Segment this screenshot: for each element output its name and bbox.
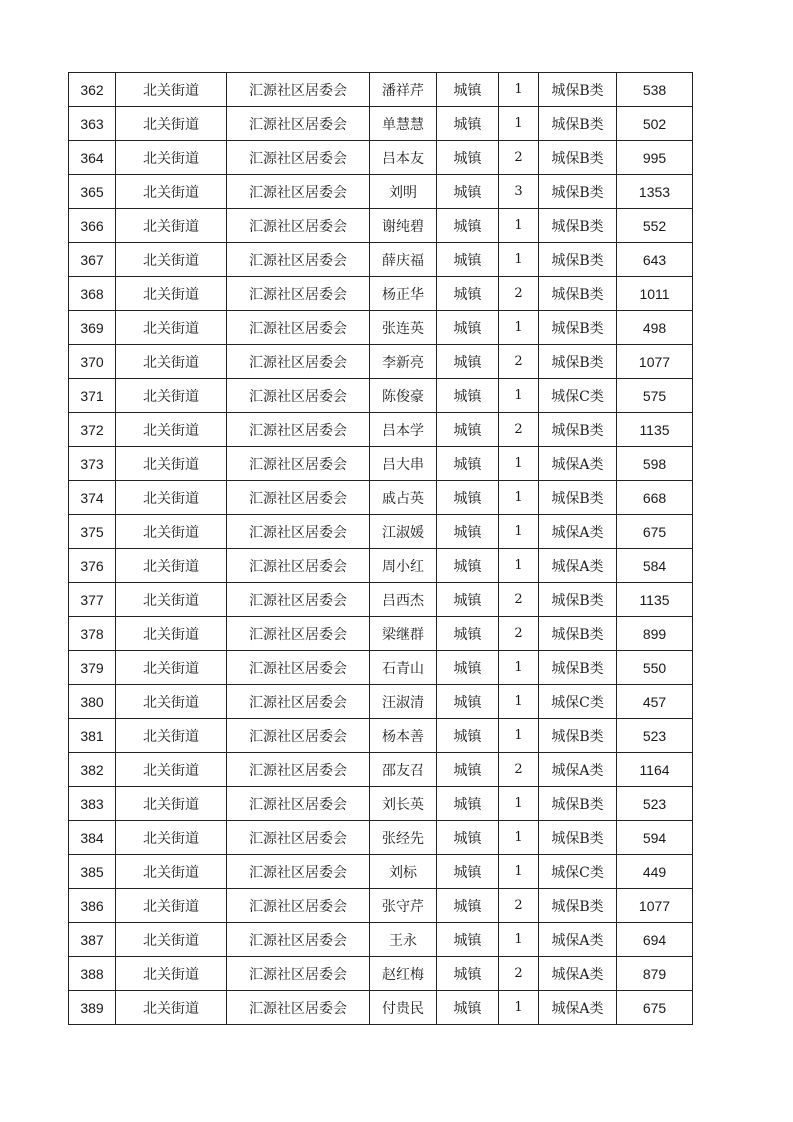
street-cell: 北关街道 (116, 991, 227, 1025)
household-count-cell: 2 (499, 753, 539, 787)
household-count-cell: 1 (499, 549, 539, 583)
area-cell: 城镇 (437, 243, 499, 277)
assistance-type-cell: 城保B类 (539, 175, 617, 209)
assistance-type-cell: 城保B类 (539, 719, 617, 753)
area-cell: 城镇 (437, 549, 499, 583)
row-number-cell: 386 (69, 889, 116, 923)
household-count-cell: 1 (499, 243, 539, 277)
community-cell: 汇源社区居委会 (227, 243, 370, 277)
row-number-cell: 368 (69, 277, 116, 311)
amount-cell: 538 (617, 73, 693, 107)
household-count-cell: 3 (499, 175, 539, 209)
street-cell: 北关街道 (116, 583, 227, 617)
area-cell: 城镇 (437, 991, 499, 1025)
household-count-cell: 1 (499, 379, 539, 413)
name-cell: 石青山 (370, 651, 437, 685)
name-cell: 吕本学 (370, 413, 437, 447)
table-row (69, 73, 693, 107)
street-cell: 北关街道 (116, 889, 227, 923)
row-number-cell: 384 (69, 821, 116, 855)
table-row (69, 413, 693, 447)
household-count-cell: 1 (499, 923, 539, 957)
name-cell: 张守芹 (370, 889, 437, 923)
household-count-cell: 1 (499, 481, 539, 515)
amount-cell: 594 (617, 821, 693, 855)
community-cell: 汇源社区居委会 (227, 753, 370, 787)
assistance-type-cell: 城保A类 (539, 753, 617, 787)
amount-cell: 1011 (617, 277, 693, 311)
name-cell: 江淑媛 (370, 515, 437, 549)
area-cell: 城镇 (437, 583, 499, 617)
community-cell: 汇源社区居委会 (227, 209, 370, 243)
street-cell: 北关街道 (116, 549, 227, 583)
community-cell: 汇源社区居委会 (227, 311, 370, 345)
table-row (69, 685, 693, 719)
amount-cell: 575 (617, 379, 693, 413)
amount-cell: 1077 (617, 889, 693, 923)
area-cell: 城镇 (437, 73, 499, 107)
name-cell: 梁继群 (370, 617, 437, 651)
street-cell: 北关街道 (116, 141, 227, 175)
table-row (69, 175, 693, 209)
table-row (69, 923, 693, 957)
row-number-cell: 389 (69, 991, 116, 1025)
area-cell: 城镇 (437, 481, 499, 515)
household-count-cell: 2 (499, 345, 539, 379)
table-row (69, 651, 693, 685)
street-cell: 北关街道 (116, 209, 227, 243)
row-number-cell: 387 (69, 923, 116, 957)
area-cell: 城镇 (437, 141, 499, 175)
row-number-cell: 378 (69, 617, 116, 651)
community-cell: 汇源社区居委会 (227, 345, 370, 379)
name-cell: 周小红 (370, 549, 437, 583)
amount-cell: 879 (617, 957, 693, 991)
table-body (69, 73, 693, 1025)
street-cell: 北关街道 (116, 345, 227, 379)
household-count-cell: 1 (499, 209, 539, 243)
community-cell: 汇源社区居委会 (227, 651, 370, 685)
row-number-cell: 375 (69, 515, 116, 549)
community-cell: 汇源社区居委会 (227, 889, 370, 923)
street-cell: 北关街道 (116, 515, 227, 549)
household-count-cell: 1 (499, 821, 539, 855)
area-cell: 城镇 (437, 277, 499, 311)
amount-cell: 694 (617, 923, 693, 957)
assistance-type-cell: 城保B类 (539, 73, 617, 107)
assistance-type-cell: 城保B类 (539, 617, 617, 651)
name-cell: 杨本善 (370, 719, 437, 753)
name-cell: 薛庆福 (370, 243, 437, 277)
table-row (69, 549, 693, 583)
community-cell: 汇源社区居委会 (227, 481, 370, 515)
assistance-type-cell: 城保B类 (539, 311, 617, 345)
name-cell: 汪淑清 (370, 685, 437, 719)
street-cell: 北关街道 (116, 277, 227, 311)
amount-cell: 1077 (617, 345, 693, 379)
row-number-cell: 380 (69, 685, 116, 719)
community-cell: 汇源社区居委会 (227, 413, 370, 447)
name-cell: 吕本友 (370, 141, 437, 175)
area-cell: 城镇 (437, 923, 499, 957)
area-cell: 城镇 (437, 787, 499, 821)
amount-cell: 449 (617, 855, 693, 889)
street-cell: 北关街道 (116, 175, 227, 209)
table-row (69, 991, 693, 1025)
community-cell: 汇源社区居委会 (227, 821, 370, 855)
community-cell: 汇源社区居委会 (227, 277, 370, 311)
assistance-type-cell: 城保A类 (539, 549, 617, 583)
assistance-type-cell: 城保B类 (539, 481, 617, 515)
table-row (69, 277, 693, 311)
community-cell: 汇源社区居委会 (227, 583, 370, 617)
amount-cell: 550 (617, 651, 693, 685)
street-cell: 北关街道 (116, 821, 227, 855)
row-number-cell: 388 (69, 957, 116, 991)
name-cell: 张连英 (370, 311, 437, 345)
assistance-type-cell: 城保B类 (539, 583, 617, 617)
row-number-cell: 379 (69, 651, 116, 685)
table-row (69, 481, 693, 515)
assistance-type-cell: 城保B类 (539, 821, 617, 855)
row-number-cell: 371 (69, 379, 116, 413)
table-row (69, 753, 693, 787)
row-number-cell: 376 (69, 549, 116, 583)
area-cell: 城镇 (437, 957, 499, 991)
household-count-cell: 2 (499, 583, 539, 617)
name-cell: 刘长英 (370, 787, 437, 821)
amount-cell: 498 (617, 311, 693, 345)
street-cell: 北关街道 (116, 855, 227, 889)
street-cell: 北关街道 (116, 243, 227, 277)
table-row (69, 617, 693, 651)
row-number-cell: 374 (69, 481, 116, 515)
name-cell: 吕大串 (370, 447, 437, 481)
assistance-type-cell: 城保B类 (539, 209, 617, 243)
household-count-cell: 1 (499, 855, 539, 889)
area-cell: 城镇 (437, 617, 499, 651)
table-row (69, 141, 693, 175)
community-cell: 汇源社区居委会 (227, 515, 370, 549)
amount-cell: 523 (617, 787, 693, 821)
name-cell: 吕西杰 (370, 583, 437, 617)
row-number-cell: 373 (69, 447, 116, 481)
household-count-cell: 1 (499, 685, 539, 719)
area-cell: 城镇 (437, 753, 499, 787)
street-cell: 北关街道 (116, 73, 227, 107)
household-count-cell: 1 (499, 991, 539, 1025)
amount-cell: 523 (617, 719, 693, 753)
row-number-cell: 367 (69, 243, 116, 277)
row-number-cell: 383 (69, 787, 116, 821)
household-count-cell: 2 (499, 957, 539, 991)
street-cell: 北关街道 (116, 311, 227, 345)
name-cell: 杨正华 (370, 277, 437, 311)
table-row (69, 243, 693, 277)
row-number-cell: 372 (69, 413, 116, 447)
community-cell: 汇源社区居委会 (227, 447, 370, 481)
name-cell: 邵友召 (370, 753, 437, 787)
household-count-cell: 1 (499, 447, 539, 481)
community-cell: 汇源社区居委会 (227, 991, 370, 1025)
community-cell: 汇源社区居委会 (227, 549, 370, 583)
assistance-type-cell: 城保B类 (539, 651, 617, 685)
amount-cell: 457 (617, 685, 693, 719)
assistance-type-cell: 城保A类 (539, 515, 617, 549)
assistance-type-cell: 城保B类 (539, 345, 617, 379)
amount-cell: 1135 (617, 413, 693, 447)
area-cell: 城镇 (437, 447, 499, 481)
amount-cell: 1135 (617, 583, 693, 617)
community-cell: 汇源社区居委会 (227, 685, 370, 719)
name-cell: 陈俊豪 (370, 379, 437, 413)
area-cell: 城镇 (437, 379, 499, 413)
name-cell: 付贵民 (370, 991, 437, 1025)
table-row (69, 821, 693, 855)
table-row (69, 209, 693, 243)
street-cell: 北关街道 (116, 413, 227, 447)
area-cell: 城镇 (437, 889, 499, 923)
street-cell: 北关街道 (116, 651, 227, 685)
community-cell: 汇源社区居委会 (227, 719, 370, 753)
street-cell: 北关街道 (116, 617, 227, 651)
amount-cell: 584 (617, 549, 693, 583)
street-cell: 北关街道 (116, 107, 227, 141)
assistance-type-cell: 城保B类 (539, 413, 617, 447)
row-number-cell: 381 (69, 719, 116, 753)
table-row (69, 345, 693, 379)
amount-cell: 643 (617, 243, 693, 277)
amount-cell: 675 (617, 515, 693, 549)
household-count-cell: 1 (499, 719, 539, 753)
table-row (69, 447, 693, 481)
table-row (69, 311, 693, 345)
street-cell: 北关街道 (116, 787, 227, 821)
table-row (69, 889, 693, 923)
community-cell: 汇源社区居委会 (227, 787, 370, 821)
amount-cell: 502 (617, 107, 693, 141)
assistance-type-cell: 城保C类 (539, 379, 617, 413)
area-cell: 城镇 (437, 175, 499, 209)
row-number-cell: 363 (69, 107, 116, 141)
amount-cell: 668 (617, 481, 693, 515)
table-row (69, 855, 693, 889)
beneficiary-table (68, 72, 693, 1025)
household-count-cell: 2 (499, 889, 539, 923)
row-number-cell: 385 (69, 855, 116, 889)
community-cell: 汇源社区居委会 (227, 855, 370, 889)
name-cell: 谢纯碧 (370, 209, 437, 243)
table-row (69, 107, 693, 141)
community-cell: 汇源社区居委会 (227, 957, 370, 991)
street-cell: 北关街道 (116, 447, 227, 481)
row-number-cell: 382 (69, 753, 116, 787)
street-cell: 北关街道 (116, 379, 227, 413)
assistance-type-cell: 城保A类 (539, 923, 617, 957)
assistance-type-cell: 城保A类 (539, 957, 617, 991)
amount-cell: 899 (617, 617, 693, 651)
area-cell: 城镇 (437, 209, 499, 243)
assistance-type-cell: 城保A类 (539, 447, 617, 481)
name-cell: 赵红梅 (370, 957, 437, 991)
amount-cell: 1353 (617, 175, 693, 209)
area-cell: 城镇 (437, 345, 499, 379)
household-count-cell: 2 (499, 277, 539, 311)
community-cell: 汇源社区居委会 (227, 923, 370, 957)
area-cell: 城镇 (437, 685, 499, 719)
name-cell: 刘明 (370, 175, 437, 209)
amount-cell: 1164 (617, 753, 693, 787)
assistance-type-cell: 城保A类 (539, 991, 617, 1025)
street-cell: 北关街道 (116, 923, 227, 957)
table-row (69, 583, 693, 617)
name-cell: 张经先 (370, 821, 437, 855)
street-cell: 北关街道 (116, 685, 227, 719)
row-number-cell: 370 (69, 345, 116, 379)
area-cell: 城镇 (437, 311, 499, 345)
area-cell: 城镇 (437, 107, 499, 141)
table-row (69, 719, 693, 753)
household-count-cell: 2 (499, 617, 539, 651)
table-row (69, 787, 693, 821)
assistance-type-cell: 城保B类 (539, 107, 617, 141)
community-cell: 汇源社区居委会 (227, 141, 370, 175)
community-cell: 汇源社区居委会 (227, 379, 370, 413)
table-row (69, 957, 693, 991)
name-cell: 潘祥芹 (370, 73, 437, 107)
household-count-cell: 1 (499, 787, 539, 821)
community-cell: 汇源社区居委会 (227, 617, 370, 651)
area-cell: 城镇 (437, 821, 499, 855)
area-cell: 城镇 (437, 413, 499, 447)
row-number-cell: 377 (69, 583, 116, 617)
assistance-type-cell: 城保B类 (539, 277, 617, 311)
amount-cell: 675 (617, 991, 693, 1025)
table-row (69, 379, 693, 413)
household-count-cell: 2 (499, 413, 539, 447)
household-count-cell: 1 (499, 651, 539, 685)
assistance-type-cell: 城保C类 (539, 855, 617, 889)
assistance-type-cell: 城保B类 (539, 889, 617, 923)
assistance-type-cell: 城保B类 (539, 141, 617, 175)
row-number-cell: 369 (69, 311, 116, 345)
name-cell: 刘标 (370, 855, 437, 889)
street-cell: 北关街道 (116, 753, 227, 787)
row-number-cell: 366 (69, 209, 116, 243)
amount-cell: 995 (617, 141, 693, 175)
amount-cell: 552 (617, 209, 693, 243)
area-cell: 城镇 (437, 651, 499, 685)
row-number-cell: 362 (69, 73, 116, 107)
area-cell: 城镇 (437, 719, 499, 753)
name-cell: 单慧慧 (370, 107, 437, 141)
name-cell: 王永 (370, 923, 437, 957)
household-count-cell: 2 (499, 141, 539, 175)
area-cell: 城镇 (437, 855, 499, 889)
assistance-type-cell: 城保B类 (539, 787, 617, 821)
amount-cell: 598 (617, 447, 693, 481)
row-number-cell: 364 (69, 141, 116, 175)
row-number-cell: 365 (69, 175, 116, 209)
community-cell: 汇源社区居委会 (227, 175, 370, 209)
name-cell: 李新亮 (370, 345, 437, 379)
name-cell: 戚占英 (370, 481, 437, 515)
assistance-type-cell: 城保B类 (539, 243, 617, 277)
community-cell: 汇源社区居委会 (227, 73, 370, 107)
household-count-cell: 1 (499, 73, 539, 107)
table-row (69, 515, 693, 549)
street-cell: 北关街道 (116, 957, 227, 991)
household-count-cell: 1 (499, 107, 539, 141)
community-cell: 汇源社区居委会 (227, 107, 370, 141)
street-cell: 北关街道 (116, 481, 227, 515)
household-count-cell: 1 (499, 515, 539, 549)
assistance-type-cell: 城保C类 (539, 685, 617, 719)
area-cell: 城镇 (437, 515, 499, 549)
street-cell: 北关街道 (116, 719, 227, 753)
household-count-cell: 1 (499, 311, 539, 345)
